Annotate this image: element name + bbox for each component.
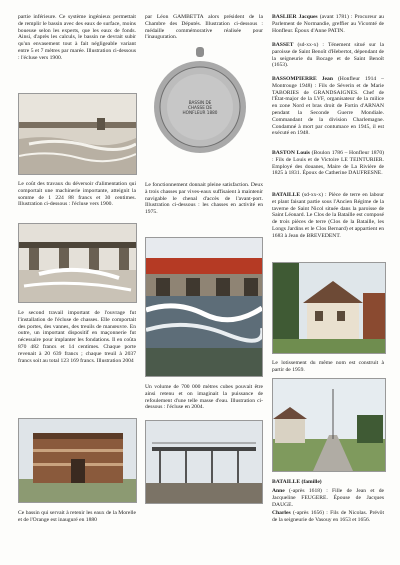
photo-chasses-1975: [145, 237, 263, 377]
col1-paragraph-1: partie inférieure. Ce système ingénieux permettait de remplir le bassin avec des eaux de surface, moins boueuse selon les experts, que les eaux de fonds. Ainsi, d'après les calculs, le bassin ne devrait subir qu'un envasement tout à fait négligeable variant entre 5 et 7 mètres par marée. Illustration ci-dessous : l'écluse vers 1900.: [18, 14, 136, 61]
col2-paragraph-2: Le fonctionnement donnait pleine satisfaction. Deux à trois chasses par vives-eaux suffisaient à maintenir navigable le chenal d'accès de l'avant-port. Illustration ci-dessous : les chasses en activité en 1975.: [145, 182, 263, 216]
family-entry-anne: [272, 488, 384, 508]
entry-baston-name: BASTON Louis: [272, 150, 310, 156]
entry-bassompierre: [272, 76, 384, 137]
medal-inscription: BASSIN DE CHASSE DE HONFLEUR 1880: [182, 100, 218, 115]
col2-paragraph-1: par Léon GAMBETTA alors président de la Chambre des Députés. Illustration ci-dessous : médaille commémorative réalisée pour l'inauguration.: [145, 14, 263, 41]
entry-bataille: [272, 192, 384, 240]
entry-baslier: [272, 14, 384, 34]
entry-baston: [272, 150, 384, 177]
entry-basset-text: (sd-xx-x) : Ténement situé sur la paroisse de Saint Benoît d'Hebertot, dépendant de la seigneurie du Bocage et de Saint Benoît (1653).: [272, 42, 384, 69]
commemorative-medal: [150, 45, 250, 160]
entry-baslier-name: BASLIER Jacques: [272, 14, 318, 20]
col1-paragraph-3: Le second travail important de l'ouvrage fut l'installation de l'écluse de chasses. Elle comportait des portes, des vannes, des treuils de manœuvre. En outre, un important dispositif en maçonnerie fut nécessaire pour implanter les fondations. Il en coûta 870 482 francs et 14 centimes. Chaque porte revenait à 20 639 francs ; chaque treuil à 2037 francs soit au total 123 169 francs. Illustration 2004: [18, 310, 136, 364]
col2-paragraph-3: Un volume de 700 000 mètres cubes pouvait être ainsi retenu et on imaginait la puissance de refoulement d'une telle masse d'eau. Illustration ci-dessous : l'écluse en 2004.: [145, 384, 263, 411]
family-entry-charles-text: (-après 1656) : Fils de Nicolas. Prévôt de la seigneurie de Vasouy en 1653 et 1656.: [272, 510, 384, 523]
entry-basset-name: BASSET: [272, 42, 294, 48]
photo-street-lotissement: [272, 378, 386, 472]
entry-baston-text: (Boulon 1786 – Honfleur 1870) : Fils de Louis et de Victoire LE TEINTURIER. Employé des douanes, Maire de La Rivière de 1825 à 1831. Époux de Catherine DAUFRESNE.: [272, 150, 384, 177]
entry-basset: [272, 42, 384, 69]
photo-ecluse-1900-a: [18, 93, 137, 175]
photo-ecluse-1900-b: [18, 223, 137, 303]
family-entry-charles: [272, 510, 384, 524]
entry-baslier-text: (avant 1781) : Procureur au Parlement de Normandie, greffier au Vicomté de Honfleur. Époux d'Anne PATIN.: [272, 14, 384, 34]
family-entry-anne-text: (-après 1618) : Fille de Jean et de Jacqueline FEUGERE. Épouse de Jacques DAUGE.: [272, 488, 384, 508]
family-heading: BATAILLE (famille): [272, 479, 322, 485]
entry-bataille-text: (sd-xx-x) : Pièce de terre en labour et plant faisant partie sous l'Ancien Régime de la taverne de Saint Nicol située dans la paroisse de Saint Léonard. Le Clos de la Bataille est composé de trois pièces de terre (Clos de la Bataille, les Longs Jardins et le Clos Bernard) et appartient en 1683 à Jean de BREVEDENT.: [272, 192, 384, 239]
entry-bassompierre-name: BASSOMPIERRE Jean: [272, 76, 333, 82]
family-entry-charles-name: Charles: [272, 510, 291, 516]
col1-paragraph-2: Le coût des travaux du déversoir d'alimentation qui comportait une machinerie importante, atteignit la somme de 1 224 88 francs et 30 centimes. Illustration ci-dessous : l'écluse vers 1900.: [18, 181, 136, 208]
entry-bassompierre-text: (Honfleur 1914 – Montrouge 1948) : Fils de Séverin et de Marie TABORIES de GRANDSAIGNES. Chef de l'État-major de la LVF, organisateur de la milice en zone Nord et bras droit de Fortin d'ARNAN pendant la Seconde Guerre Mondiale. Commandant de la division Charlemagne. Condamné à mort par contumace en 1945, il est exécuté en 1948.: [272, 76, 384, 137]
photo-clos-bataille-houses: [272, 262, 386, 354]
photo-bassin-pavillon: [18, 418, 137, 503]
entry-bataille-name: BATAILLE: [272, 192, 301, 198]
col3-caption-lotissement: Le lotissement du même nom est construit à partir de 1959.: [272, 360, 384, 373]
col1-paragraph-4: Ce bassin qui servait à retenir les eaux de la Morelle et de l'Orange est inauguré en 1880: [18, 510, 136, 523]
photo-ecluse-2004: [145, 420, 263, 504]
family-entry-anne-name: Anne: [272, 488, 285, 494]
